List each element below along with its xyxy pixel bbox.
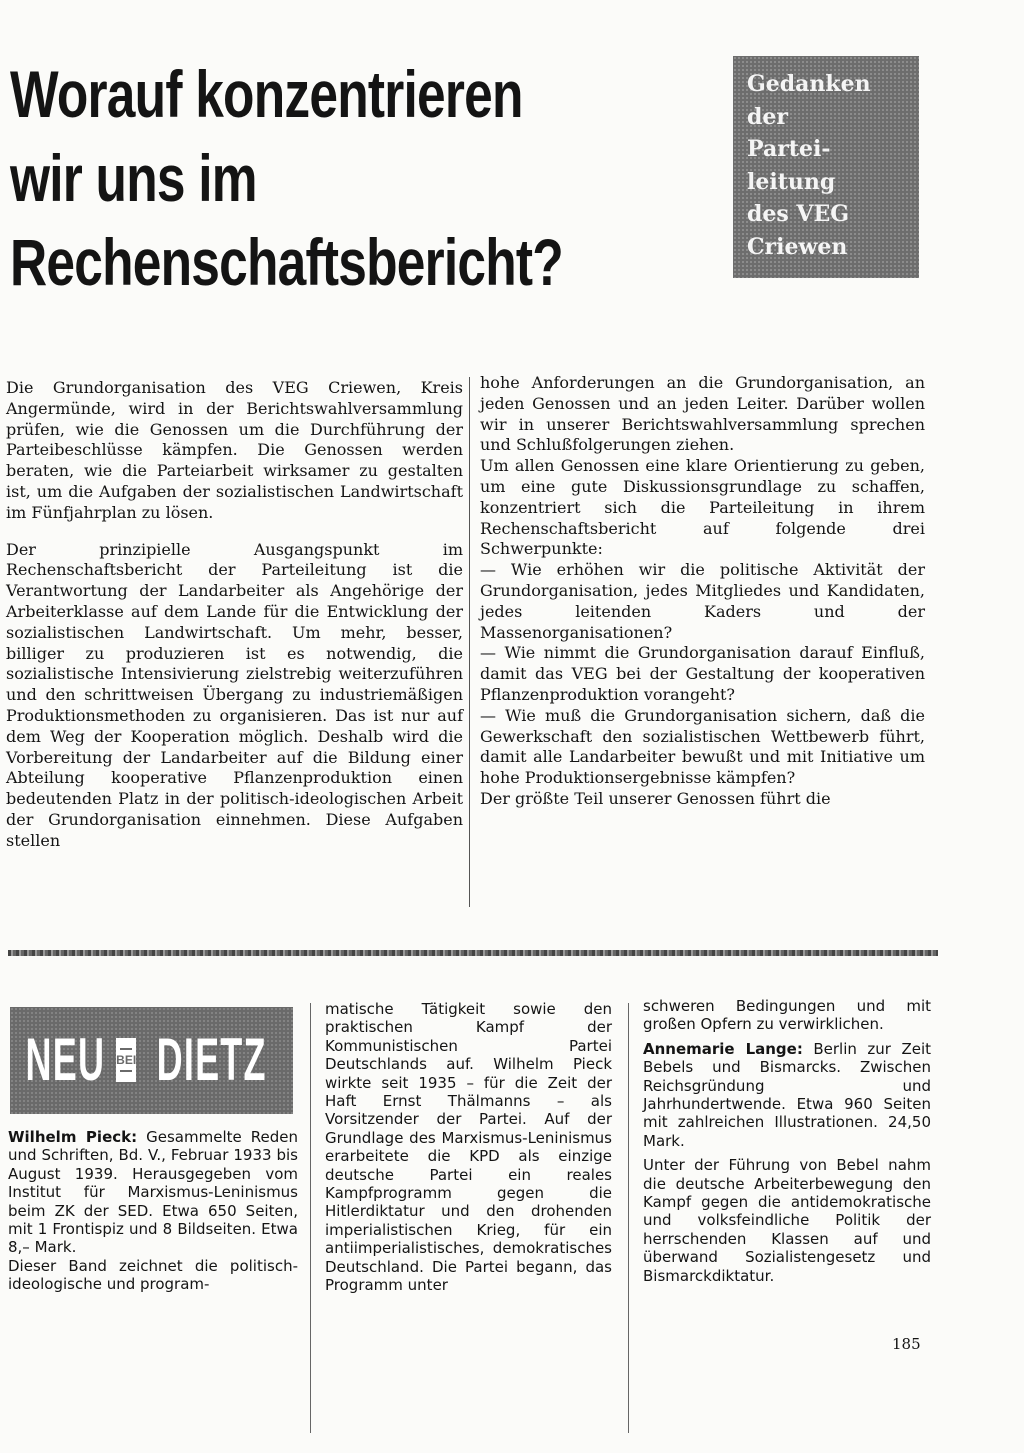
column-divider — [310, 1003, 311, 1433]
book-entry — [643, 1040, 931, 1150]
headline-line: Rechenschaftsbericht? — [10, 225, 563, 299]
article-paragraph: Der größte Teil unserer Genossen führt die — [480, 788, 831, 808]
section-divider — [8, 950, 938, 956]
book-details: Gesammelte Reden und Schriften, Bd. V., Februar 1933 bis August 1939. Herausgegeben vom Institut für Marxismus-Leninismus beim ZK der SED. Etwa 650 Seiten, mit 1 Frontispiz und 8 Bildseiten. Etwa 8,– Mark. — [8, 1128, 298, 1257]
article-column-2 — [480, 373, 925, 810]
book-entry — [8, 1128, 298, 1257]
kicker-line: der — [747, 103, 788, 130]
kicker-line: des VEG — [747, 201, 850, 227]
book-description: Dieser Band zeichnet die politisch-ideologische und program- — [8, 1256, 298, 1294]
kicker-line: Partei- — [747, 136, 831, 162]
article-column-1 — [6, 378, 463, 852]
logo-word-mid: BEI — [116, 1053, 137, 1067]
article-paragraph: Der prinzipielle Ausgangspunkt im Rechenschaftsbericht der Parteileitung ist die Verantwortung der Landarbeiter als Angehörige der Arbeiterklasse auf dem Lande für die Entwicklung der sozialistischen Landwirtschaft. Um mehr, besser, billiger zu produzieren ist es notwendig, die sozialistische Intensivierung zielstrebig weiterzuführen und den schrittweisen Übergang zu industriemäßigen Produktionsmethoden zu organisieren. Das ist nur auf dem Weg der Kooperation möglich. Deshalb wird die Vorbereitung der Landarbeiter auf die Bildung einer Abteilung kooperative Pflanzenproduktion einen bedeutenden Platz in der politisch-ideologischen Arbeit der Grundorganisation einnehmen. Diese Aufgaben stellen — [6, 539, 463, 850]
book-author: Wilhelm Pieck: — [8, 1128, 138, 1146]
article-point: — Wie muß die Grundorganisation sichern, daß die Gewerkschaft den sozialistischen Wettbewerb führt, damit alle Landarbeiter bewußt und mit Initiative um hohe Produktionsergebnisse kämpfen? — [480, 705, 925, 788]
article-paragraph: hohe Anforderungen an die Grundorganisation, an jeden Genossen und an jeden Leiter. Darüber wollen wir in unserer Berichtswahlversammlung sprechen und Schlußfolgerungen ziehen. — [480, 373, 925, 455]
kicker-box — [733, 56, 919, 278]
column-divider — [628, 1003, 629, 1433]
kicker-line: Criewen — [747, 233, 848, 260]
headline-line: Worauf konzentrieren — [10, 57, 523, 131]
book-column-3 — [643, 997, 931, 1285]
article-paragraph: Um allen Genossen eine klare Orientierung zu geben, um eine gute Diskussionsgrundlage zu schaffen, konzentriert sich die Parteileitung in ihrem Rechenschaftsbericht auf folgende drei Schwerpunkte: — [480, 456, 925, 559]
book-author: Annemarie Lange: — [643, 1039, 803, 1058]
kicker-line: Gedanken — [747, 71, 871, 97]
column-divider — [469, 377, 470, 907]
article-point: — Wie nimmt die Grundorganisation darauf Einfluß, damit das VEG bei der Gestaltung der kooperativen Pflanzenproduktion vorangeht? — [480, 643, 925, 704]
article-paragraph: Die Grundorganisation des VEG Criewen, Kreis Angermünde, wird in der Berichtswahlversammlung prüfen, wie die Genossen um die Durchführung der Parteibeschlüsse kämpfen. Die Genossen werden beraten, wie die Parteiarbeit wirksamer zu gestalten ist, um die Aufgaben der sozialistischen Landwirtschaft im Fünfjahrplan zu lösen. — [6, 378, 463, 522]
book-details: Berlin zur Zeit Bebels und Bismarcks. Zwischen Reichsgründung und Jahrhundertwende. Etwa 960 Seiten mit zahlreichen Illustrationen. 24,50 Mark. — [643, 1039, 931, 1150]
book-column-1 — [8, 1128, 298, 1294]
book-icon — [116, 1038, 136, 1082]
headline — [10, 52, 563, 304]
book-description: schweren Bedingungen und mit großen Opfern zu verwirklichen. — [643, 997, 931, 1034]
headline-line: wir uns im — [10, 141, 257, 215]
book-description: matische Tätigkeit sowie den praktischen Kampf der Kommunistischen Partei Deutschlands auf. Wilhelm Pieck wirkte seit 1935 – für die Zeit der Haft Ernst Thälmanns – als Vorsitzender der Partei. Auf der Grundlage des Marxismus-Leninismus erarbeitete die KPD als einzige deutsche Partei ein reales Kampfprogramm gegen die Hitlerdiktatur und den drohenden imperialistischen Krieg, für ein antiimperialistisches, demokratisches Deutschland. Die Partei begann, das Programm unter — [325, 1000, 612, 1295]
article-point: — Wie erhöhen wir die politische Aktivität der Grundorganisation, jedes Mitgliedes und Kandidaten, jedes leitenden Kaders und der Massenorganisationen? — [480, 560, 925, 642]
logo-word-right: DIETZ — [156, 1026, 267, 1093]
book-column-2 — [325, 1000, 612, 1295]
page-number: 185 — [892, 1335, 921, 1353]
kicker-line: leitung — [747, 168, 836, 195]
book-description: Unter der Führung von Bebel nahm die deutsche Arbeiterbewegung den Kampf gegen die antidemokratische und volksfeindliche Politik der herrschenden Klassen auf und überwand Sozialistengesetz und Bismarckdiktatur. — [643, 1156, 931, 1285]
neu-bei-dietz-logo — [10, 1007, 293, 1114]
logo-word-left: NEU — [26, 1026, 106, 1093]
